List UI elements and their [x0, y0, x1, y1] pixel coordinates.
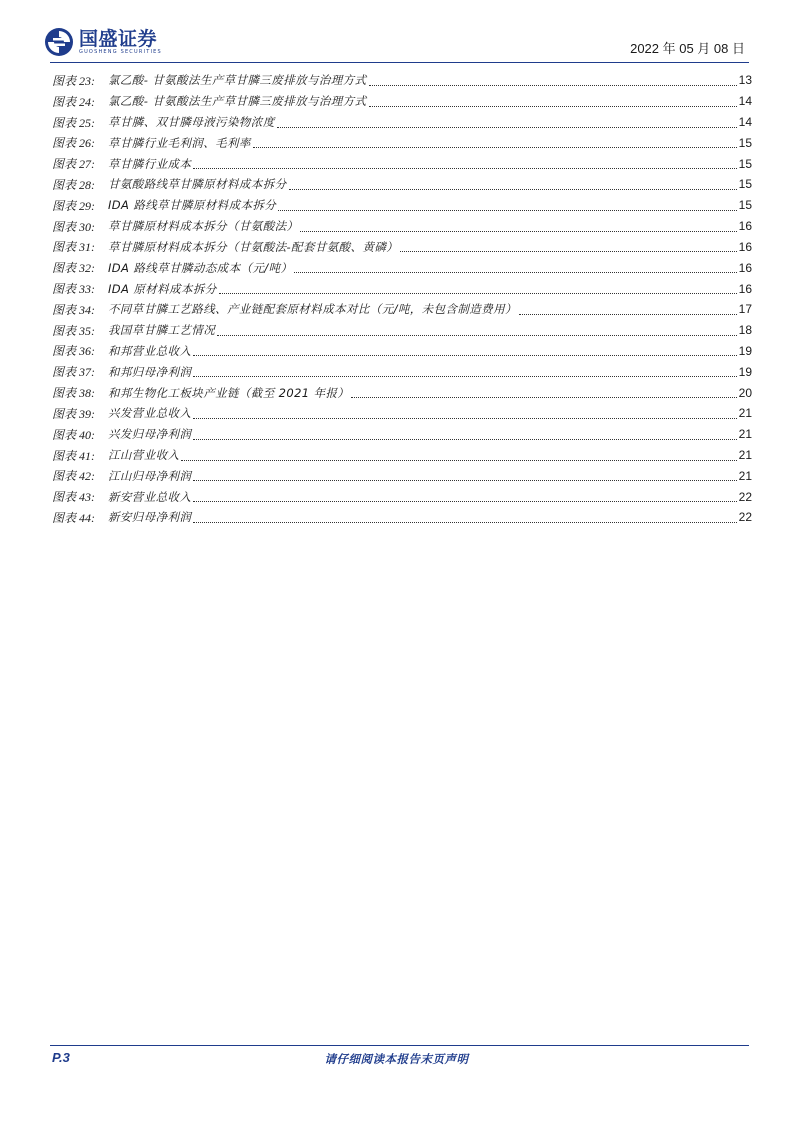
toc-dot-leader: [289, 189, 737, 190]
toc-page-number: 16: [738, 219, 752, 234]
toc-dot-leader: [369, 106, 737, 107]
toc-figure-title: 新安归母净利润: [108, 510, 192, 525]
footer-disclaimer: 请仔细阅读本报告末页声明: [324, 1052, 469, 1066]
toc-entry[interactable]: [52, 174, 752, 195]
toc-dot-leader: [193, 480, 736, 481]
toc-page-number: 14: [738, 115, 752, 130]
toc-entry[interactable]: [52, 507, 752, 528]
figure-index-list: [52, 70, 752, 528]
toc-entry[interactable]: [52, 299, 752, 320]
toc-figure-number: 图表 31:: [52, 240, 95, 255]
toc-page-number: 16: [738, 260, 752, 275]
toc-page-number: 18: [738, 323, 752, 338]
toc-figure-number: 图表 23:: [52, 73, 95, 88]
toc-figure-number: 图表 32:: [52, 261, 95, 276]
toc-dot-leader: [193, 168, 736, 169]
toc-dot-leader: [294, 272, 736, 273]
toc-entry[interactable]: [52, 341, 752, 362]
toc-page-number: 19: [738, 343, 752, 358]
toc-figure-title: 江山归母净利润: [108, 468, 192, 483]
toc-page-number: 15: [738, 156, 752, 171]
toc-page-number: 14: [738, 94, 752, 109]
toc-figure-title: 草甘膦行业毛利润、毛利率: [108, 135, 251, 150]
toc-page-number: 20: [738, 385, 752, 400]
toc-figure-title: 草甘膦原材料成本拆分（甘氨酸法）: [108, 219, 299, 234]
toc-page-number: 15: [738, 198, 752, 213]
page-number: P.3: [52, 1050, 70, 1065]
toc-figure-number: 图表 24:: [52, 94, 95, 109]
toc-figure-title: 草甘膦、双甘膦母液污染物浓度: [108, 115, 275, 130]
toc-figure-number: 图表 39:: [52, 406, 95, 421]
toc-entry[interactable]: [52, 445, 752, 466]
toc-figure-title: 草甘膦行业成本: [108, 156, 192, 171]
toc-figure-number: 图表 28:: [52, 177, 95, 192]
toc-dot-leader: [278, 210, 736, 211]
toc-figure-number: 图表 27:: [52, 157, 95, 172]
toc-page-number: 21: [738, 406, 752, 421]
footer-divider: [50, 1045, 749, 1046]
logo-company-name: 国盛证券: [79, 27, 158, 50]
toc-figure-number: 图表 25:: [52, 115, 95, 130]
toc-figure-number: 图表 30:: [52, 219, 95, 234]
toc-dot-leader: [277, 127, 737, 128]
toc-entry[interactable]: [52, 216, 752, 237]
toc-figure-title: 兴发归母净利润: [108, 427, 192, 442]
toc-entry[interactable]: [52, 424, 752, 445]
toc-figure-title: 草甘膦原材料成本拆分（甘氨酸法-配套甘氨酸、黄磷）: [108, 239, 399, 254]
toc-figure-title: 不同草甘膦工艺路线、产业链配套原材料成本对比（元/吨，未包含制造费用）: [108, 302, 517, 317]
toc-entry[interactable]: [52, 132, 752, 153]
toc-figure-number: 图表 34:: [52, 302, 95, 317]
toc-figure-number: 图表 41:: [52, 448, 95, 463]
toc-dot-leader: [193, 439, 736, 440]
toc-page-number: 15: [738, 135, 752, 150]
toc-figure-number: 图表 29:: [52, 198, 95, 213]
toc-entry[interactable]: [52, 361, 752, 382]
toc-entry[interactable]: [52, 70, 752, 91]
toc-entry[interactable]: [52, 403, 752, 424]
toc-figure-number: 图表 36:: [52, 344, 95, 359]
toc-page-number: 21: [738, 468, 752, 483]
toc-figure-number: 图表 43:: [52, 490, 95, 505]
toc-page-number: 16: [738, 281, 752, 296]
toc-entry[interactable]: [52, 91, 752, 112]
toc-dot-leader: [519, 314, 737, 315]
toc-page-number: 17: [738, 302, 752, 317]
report-date: 2022 年 05 月 08 日: [630, 41, 745, 56]
toc-page-number: 16: [738, 239, 752, 254]
toc-page-number: 19: [738, 364, 752, 379]
toc-figure-number: 图表 35:: [52, 323, 95, 338]
toc-dot-leader: [193, 418, 736, 419]
toc-figure-title: 和邦营业总收入: [108, 343, 192, 358]
toc-figure-title: 甘氨酸路线草甘膦原材料成本拆分: [108, 177, 287, 192]
toc-dot-leader: [193, 376, 736, 377]
toc-figure-title: 兴发营业总收入: [108, 406, 192, 421]
toc-page-number: 21: [738, 427, 752, 442]
toc-figure-title: 新安营业总收入: [108, 489, 192, 504]
toc-dot-leader: [193, 522, 736, 523]
toc-dot-leader: [300, 231, 736, 232]
toc-figure-title: 和邦归母净利润: [108, 364, 192, 379]
toc-dot-leader: [193, 355, 736, 356]
toc-entry[interactable]: [52, 112, 752, 133]
header-divider: [50, 62, 749, 63]
toc-dot-leader: [193, 501, 736, 502]
toc-figure-title: 我国草甘膦工艺情况: [108, 323, 216, 338]
toc-page-number: 21: [738, 448, 752, 463]
toc-entry[interactable]: [52, 486, 752, 507]
toc-page-number: 22: [738, 510, 752, 525]
toc-figure-title: 江山营业收入: [108, 448, 180, 463]
toc-entry[interactable]: [52, 237, 752, 258]
toc-figure-title: 和邦生物化工板块产业链（截至 2021 年报）: [108, 385, 350, 400]
toc-entry[interactable]: [52, 465, 752, 486]
toc-dot-leader: [253, 147, 737, 148]
toc-figure-title: IDA 原材料成本拆分: [108, 281, 217, 296]
toc-page-number: 15: [738, 177, 752, 192]
toc-dot-leader: [369, 85, 737, 86]
toc-entry[interactable]: [52, 257, 752, 278]
toc-dot-leader: [181, 460, 736, 461]
toc-figure-title: 氯乙酸- 甘氨酸法生产草甘膦三废排放与治理方式: [108, 73, 367, 88]
logo-text: [79, 29, 162, 56]
toc-entry[interactable]: [52, 153, 752, 174]
toc-entry[interactable]: [52, 278, 752, 299]
toc-figure-number: 图表 37:: [52, 365, 95, 380]
logo-company-name-en: GUOSHENG SECURITIES: [79, 48, 162, 55]
toc-dot-leader: [351, 397, 736, 398]
toc-figure-number: 图表 38:: [52, 386, 95, 401]
toc-entry[interactable]: [52, 382, 752, 403]
toc-dot-leader: [219, 293, 737, 294]
toc-figure-number: 图表 44:: [52, 510, 95, 525]
toc-figure-number: 图表 42:: [52, 469, 95, 484]
toc-entry[interactable]: [52, 195, 752, 216]
toc-page-number: 13: [738, 73, 752, 88]
toc-figure-number: 图表 26:: [52, 136, 95, 151]
toc-entry[interactable]: [52, 320, 752, 341]
guosheng-logo-icon: [44, 27, 74, 57]
toc-page-number: 22: [738, 489, 752, 504]
toc-figure-title: IDA 路线草甘膦动态成本（元/吨）: [108, 260, 293, 275]
company-logo: [44, 26, 162, 58]
toc-dot-leader: [400, 251, 736, 252]
toc-dot-leader: [217, 335, 737, 336]
toc-figure-title: IDA 路线草甘膦原材料成本拆分: [108, 198, 277, 213]
toc-figure-number: 图表 33:: [52, 282, 95, 297]
toc-figure-number: 图表 40:: [52, 427, 95, 442]
toc-figure-title: 氯乙酸- 甘氨酸法生产草甘膦三废排放与治理方式: [108, 94, 367, 109]
